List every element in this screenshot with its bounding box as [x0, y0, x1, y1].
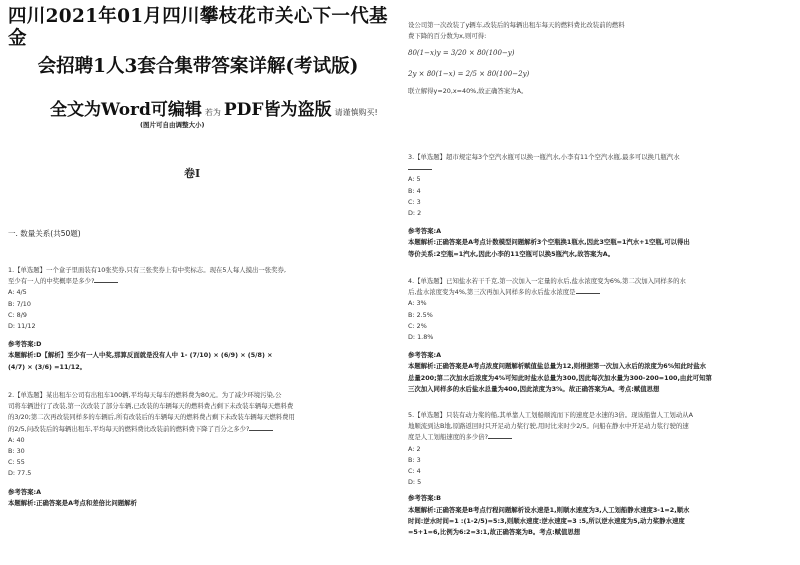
q3-option: C: 3	[408, 197, 421, 206]
q4-option: D: 1.8%	[408, 333, 434, 342]
q2-solution-result: 联立解得y=20,x=40%,故正确答案为A。	[408, 86, 528, 95]
q3-stem: 3.【单选题】超市规定每3个空汽水瓶可以换一瓶汽水,小李有11个空汽水瓶,最多可以换几瓶汽水	[408, 153, 680, 161]
q1-option: A: 4/5	[8, 288, 27, 297]
q2-option: A: 40	[8, 435, 25, 444]
q5-explanation: 时间:逆水时间=1 :(1-2/5)=5:3,则顺水速度:逆水速度=3 :5,所以逆水速度为5,动力桨静水速度	[408, 516, 685, 525]
q1-answer: 参考答案:D	[8, 340, 42, 349]
q2-option: D: 77.5	[8, 469, 32, 478]
volume-label: 卷I	[184, 167, 201, 180]
q2-option: C: 55	[8, 458, 25, 467]
document-title-line1: 四川2021年01月四川攀枝花市关心下一代基金	[8, 6, 388, 49]
q1-explanation: 本题解析:D【解析】至少有一人中奖,那算反面就是没有人中 1- (7/10) × (6/9) × (5/8) ×	[8, 351, 273, 360]
q2-solution-text: 费下降的百分数为x,则可得:	[408, 32, 487, 41]
q5-option: B: 3	[408, 455, 421, 464]
promo-if: 若为	[204, 108, 221, 117]
q5-answer: 参考答案:B	[408, 494, 441, 503]
q5-stem: 度是人工划船速度的多少倍?	[408, 432, 796, 443]
q2-answer: 参考答案:A	[8, 487, 42, 496]
q3-explanation: 本题解析:正确答案是A考点计数模型问题解析3个空瓶换1瓶水,因此3空瓶=1汽水+1空瓶,可以得出	[408, 238, 690, 247]
q4-option: A: 3%	[408, 299, 427, 308]
q4-option: C: 2%	[408, 321, 427, 330]
q1-stem: 至少有一人的中奖概率是多少?	[8, 276, 388, 287]
q4-answer: 参考答案:A	[408, 351, 442, 360]
q2-stem: 的2/5,问改装后的每辆出租车,平均每天的燃料费比改装前的燃料费下降了百分之多少?	[8, 424, 388, 435]
q1-option: B: 7/10	[8, 299, 31, 308]
q3-explanation: 等价关系:2空瓶=1汽水,因此小李的11空瓶可以换5瓶汽水,故答案为A。	[408, 249, 615, 258]
promo-editable: 全文为Word可编辑	[50, 100, 202, 120]
image-caption: (图片可自由调整大小)	[140, 121, 205, 129]
question-2-continued	[408, 20, 796, 97]
q4-stem: 后,盐水浓度变为4%,第三次再加入同样多的水后盐水浓度是	[408, 287, 796, 298]
q4-explanation: 总量200;第二次加水后浓度为4%可知此时盐水总量为300,因此每次加水量为300-200=100,由此可知第	[408, 373, 712, 382]
promo-pdf: PDF皆为盗版	[223, 100, 332, 120]
q5-stem: 地顺流到达B地,原路返回时只开足动力桨行驶,用时比来时少2/5。问船在静水中开足动力浆行驶的速	[408, 422, 689, 431]
question-5	[408, 410, 796, 538]
q1-explanation: (4/7) × (3/6) =11/12。	[8, 362, 87, 371]
question-1	[8, 265, 388, 373]
q5-stem: 5.【单选题】只装有动力桨的船,其单靠人工划船顺流而下的速度是水速的3倍。现该船靠人工划动从A	[408, 411, 693, 419]
section-heading: 一. 数量关系(共50题)	[8, 229, 81, 238]
document-title-line2: 会招聘1人3套合集带答案详解(考试版)	[37, 56, 359, 77]
question-4	[408, 276, 796, 395]
q2-equation-2: 2y × 80(1−x) = 2/5 × 80(100−2y)	[408, 69, 530, 78]
q1-stem: 1.【单选题】一个盒子里面装有10张奖券,只有三张奖券上有中奖标志。现在5人每人摸出一张奖券,	[8, 266, 286, 274]
q5-option: A: 2	[408, 444, 421, 453]
q3-blank	[408, 163, 796, 174]
q2-option: B: 30	[8, 447, 25, 456]
q4-stem: 4.【单选题】已知盐水若干千克,第一次加入一定量的水后,盐水浓度变为6%,第二次加入同样多的水	[408, 277, 686, 285]
q4-option: B: 2.5%	[408, 310, 433, 319]
question-2	[8, 390, 388, 509]
q1-option: D: 11/12	[8, 322, 36, 331]
q4-explanation: 三次加入同样多的水后盐水总量为400,因此浓度为3%。故正确答案为A。考点:赋值思想	[408, 384, 660, 393]
promo-banner	[50, 95, 378, 120]
q2-stem: 的3/20;第二次再改装同样多的车辆后,所有改装后的车辆每天的燃料费占剩下未改装车辆每天燃料费用	[8, 413, 295, 422]
q2-stem: 司将车辆进行了改装,第一次改装了部分车辆,已改装的车辆每天的燃料费占剩下未改装车辆每天燃料费	[8, 402, 294, 411]
q4-explanation: 本题解析:正确答案是A考点浓度问题解析赋值盐总量为12,则根据第一次加入水后的浓度为6%知此时盐水	[408, 362, 707, 371]
q3-option: D: 2	[408, 209, 422, 218]
question-3	[408, 152, 796, 260]
q1-option: C: 8/9	[8, 310, 27, 319]
q5-option: D: 5	[408, 478, 422, 487]
q2-stem: 2.【单选题】某出租车公司有出租车100辆,平均每天每车的燃料费为80元。为了减少环境污染,公	[8, 391, 282, 399]
q5-option: C: 4	[408, 467, 421, 476]
q2-equation-1: 80(1−x)y = 3/20 × 80(100−y)	[408, 49, 515, 58]
q5-explanation: =5+1=6,比例为6:2=3:1,故正确答案为B。考点:赋值思想	[408, 528, 581, 537]
q5-explanation: 本题解析:正确答案是B考点行程问题解析设水速是1,则顺水速度为3,人工划船静水速度3-1=2,顺水	[408, 505, 690, 514]
q3-option: B: 4	[408, 186, 421, 195]
promo-warning: 请谨慎购买!	[334, 108, 378, 117]
q2-explanation: 本题解析:正确答案是A考点和差倍比问题解析	[8, 498, 137, 507]
q3-option: A: 5	[408, 175, 421, 184]
q2-solution-text: 设公司第一次改装了y辆车,改装后的每辆出租车每天的燃料费比改装前的燃料	[408, 21, 625, 29]
q3-answer: 参考答案:A	[408, 227, 442, 236]
